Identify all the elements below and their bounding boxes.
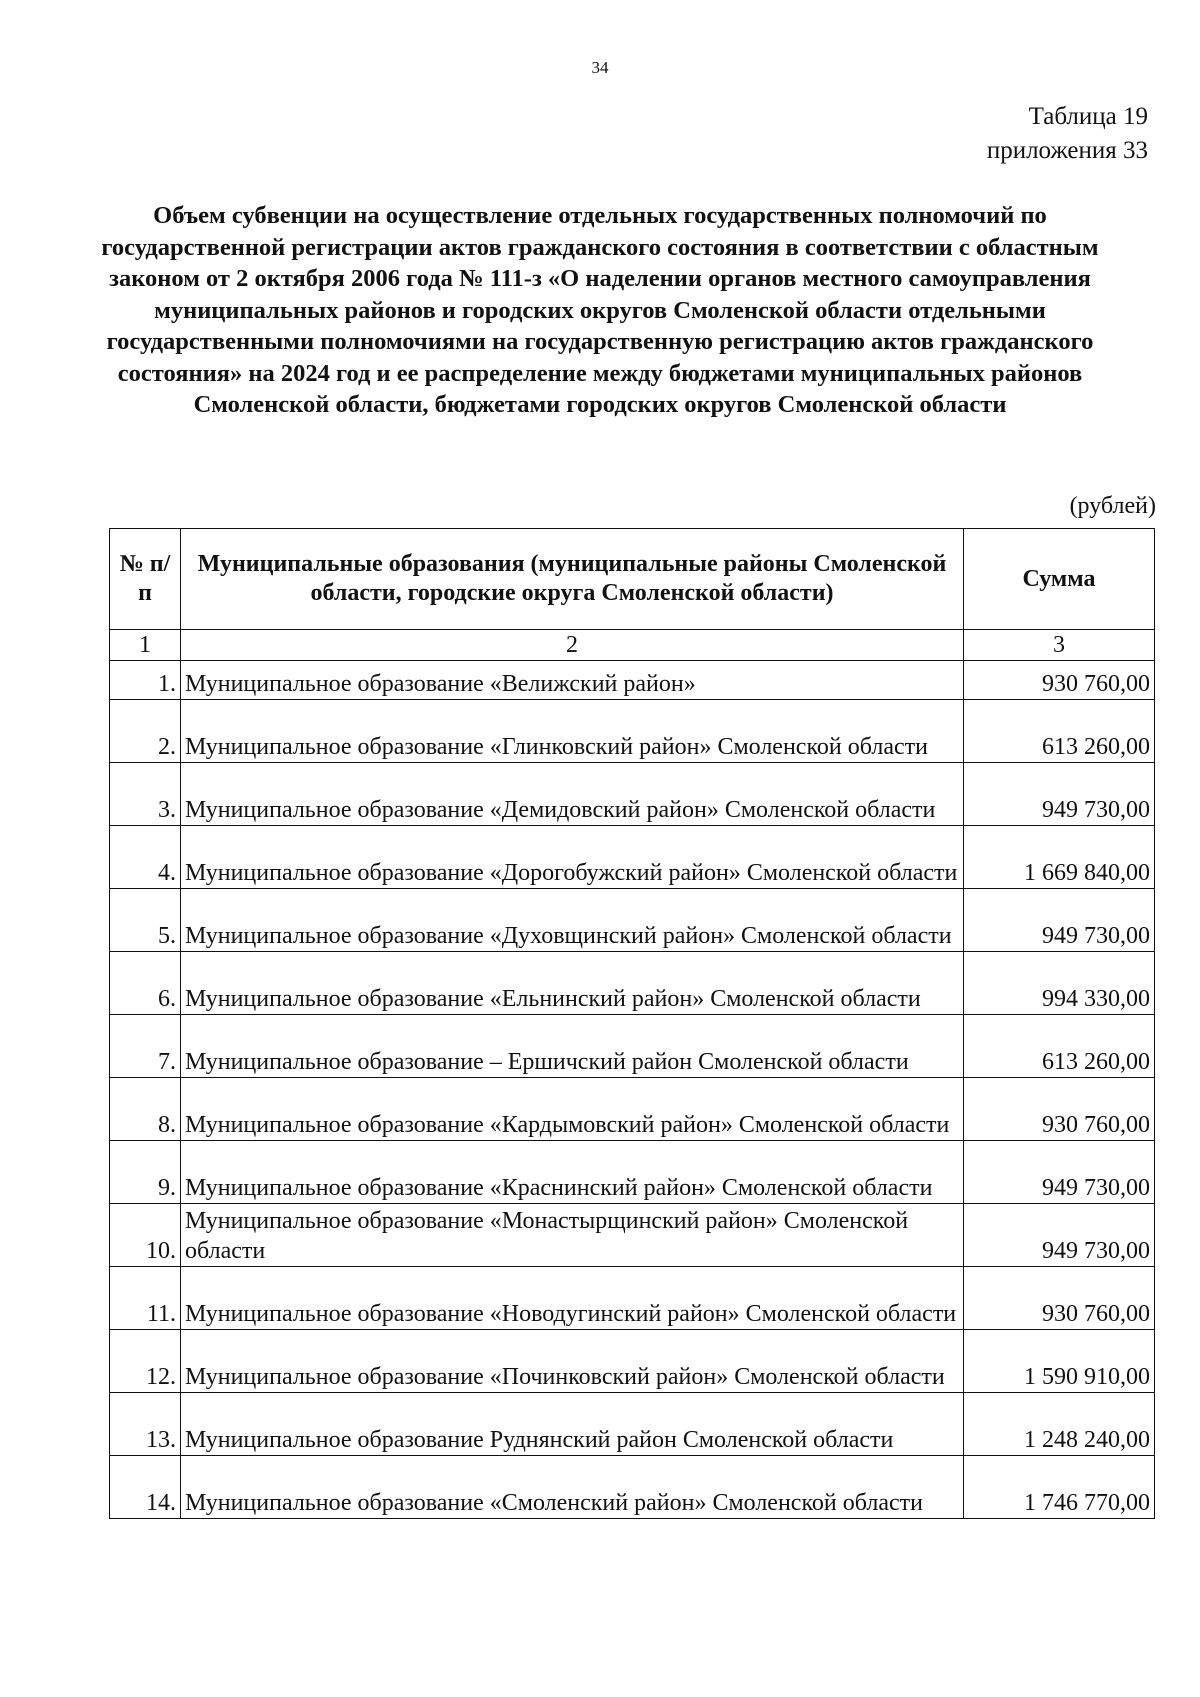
row-sum: 1 669 840,00 (964, 826, 1155, 889)
row-number: 11. (110, 1267, 181, 1330)
row-municipality: Муниципальное образование «Духовщинский район» Смоленской области (181, 889, 964, 952)
column-index-3: 3 (964, 630, 1155, 661)
row-municipality: Муниципальное образование «Велижский район» (181, 661, 964, 700)
column-index-row (110, 630, 1155, 661)
table-row (110, 1267, 1155, 1330)
row-number: 5. (110, 889, 181, 952)
column-index-2: 2 (181, 630, 964, 661)
row-municipality: Муниципальное образование Руднянский район Смоленской области (181, 1393, 964, 1456)
table-reference (987, 100, 1148, 168)
row-sum: 949 730,00 (964, 1204, 1155, 1267)
column-index-1: 1 (110, 630, 181, 661)
row-number: 9. (110, 1141, 181, 1204)
table-row (110, 952, 1155, 1015)
row-municipality: Муниципальное образование «Ельнинский район» Смоленской области (181, 952, 964, 1015)
table-reference-line2: приложения 33 (986, 137, 1148, 164)
row-number: 2. (110, 700, 181, 763)
row-number: 10. (110, 1204, 181, 1267)
document-title: Объем субвенции на осуществление отдельных государственных полномочий по государственной регистрации актов гражданского состояния в соответствии с областным законом от 2 октября 2006 года № 111-з «О наделении органов местного самоуправления муниципальных районов и городских округов Смоленской области отдельными государственными полномочиями на государственную регистрацию актов гражданского состояния» на 2024 год и ее распределение между бюджетами муниципальных районов Смоленской области, бюджетами городских округов Смоленской области (101, 202, 1099, 418)
table-row (110, 661, 1155, 700)
row-number: 4. (110, 826, 181, 889)
page-number: 34 (591, 58, 609, 77)
table-row (110, 700, 1155, 763)
table-row (110, 1078, 1155, 1141)
header-number: № п/п (110, 529, 181, 630)
table-row (110, 1456, 1155, 1519)
table-row (110, 763, 1155, 826)
table-reference-line1: Таблица 19 (1028, 103, 1148, 130)
row-sum: 930 760,00 (964, 1267, 1155, 1330)
row-municipality: Муниципальное образование «Смоленский район» Смоленской области (181, 1456, 964, 1519)
header-sum: Сумма (964, 529, 1155, 630)
row-sum: 930 760,00 (964, 1078, 1155, 1141)
table-row (110, 1330, 1155, 1393)
subvention-table (109, 528, 1155, 1519)
table-row (110, 889, 1155, 952)
row-sum: 949 730,00 (964, 1141, 1155, 1204)
row-number: 12. (110, 1330, 181, 1393)
row-number: 6. (110, 952, 181, 1015)
row-sum: 1 248 240,00 (964, 1393, 1155, 1456)
row-municipality: Муниципальное образование «Кардымовский район» Смоленской области (181, 1078, 964, 1141)
table-header-row (110, 529, 1155, 630)
row-sum: 1 746 770,00 (964, 1456, 1155, 1519)
row-municipality: Муниципальное образование «Починковский район» Смоленской области (181, 1330, 964, 1393)
row-sum: 1 590 910,00 (964, 1330, 1155, 1393)
row-municipality: Муниципальное образование «Монастырщинский район» Смоленской области (181, 1204, 964, 1267)
row-number: 13. (110, 1393, 181, 1456)
header-municipality: Муниципальные образования (муниципальные районы Смоленской области, городские округа Смоленской области) (181, 529, 964, 630)
row-sum: 930 760,00 (964, 661, 1155, 700)
row-municipality: Муниципальное образование «Демидовский район» Смоленской области (181, 763, 964, 826)
row-municipality: Муниципальное образование «Новодугинский район» Смоленской области (181, 1267, 964, 1330)
row-municipality: Муниципальное образование «Глинковский район» Смоленской области (181, 700, 964, 763)
table-row (110, 1393, 1155, 1456)
row-sum: 613 260,00 (964, 1015, 1155, 1078)
row-number: 14. (110, 1456, 181, 1519)
table-row (110, 1015, 1155, 1078)
row-number: 7. (110, 1015, 181, 1078)
row-sum: 994 330,00 (964, 952, 1155, 1015)
row-municipality: Муниципальное образование «Дорогобужский район» Смоленской области (181, 826, 964, 889)
row-number: 1. (110, 661, 181, 700)
row-municipality: Муниципальное образование – Ершичский район Смоленской области (181, 1015, 964, 1078)
row-number: 3. (110, 763, 181, 826)
row-sum: 949 730,00 (964, 763, 1155, 826)
unit-label: (рублей) (1069, 493, 1156, 519)
table-row (110, 1204, 1155, 1267)
table-row (110, 1141, 1155, 1204)
row-sum: 613 260,00 (964, 700, 1155, 763)
row-sum: 949 730,00 (964, 889, 1155, 952)
row-municipality: Муниципальное образование «Краснинский район» Смоленской области (181, 1141, 964, 1204)
table-row (110, 826, 1155, 889)
row-number: 8. (110, 1078, 181, 1141)
